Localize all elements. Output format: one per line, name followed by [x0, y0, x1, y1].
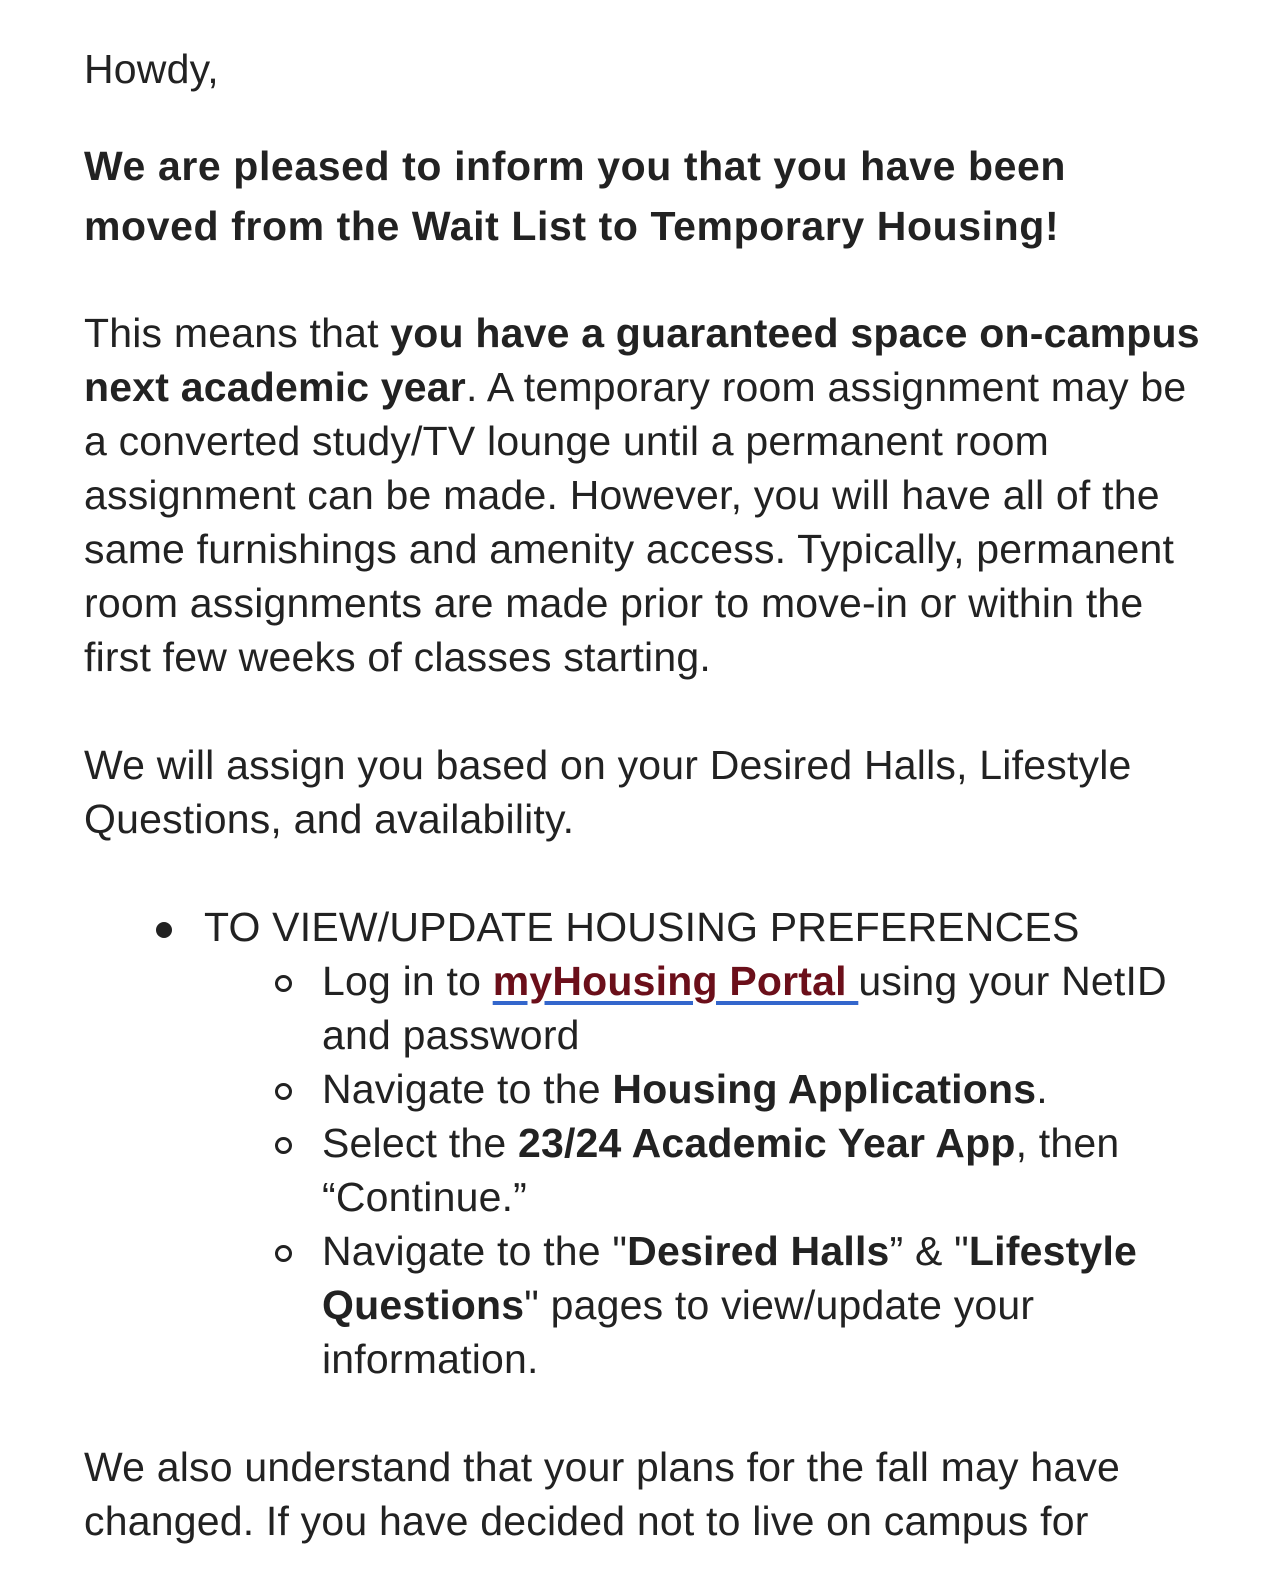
step-navigate-pages-text: Navigate to the " — [322, 1228, 628, 1274]
desired-halls-label: Desired Halls — [627, 1228, 890, 1274]
step-navigate-pages-after: " pages to view/update your information. — [322, 1282, 1035, 1382]
step-select-app — [84, 1116, 1204, 1224]
steps-list — [204, 954, 1204, 1386]
step-navigate-apps — [84, 1062, 1204, 1116]
step-login-text: Log in to — [322, 958, 493, 1004]
step-select-app-text: Select the — [322, 1120, 518, 1166]
bullet-heading-item — [84, 900, 1204, 1386]
housing-applications-label: Housing Applications — [612, 1066, 1037, 1112]
guarantee-paragraph — [84, 306, 1204, 684]
academic-year-app-label: 23/24 Academic Year App — [517, 1120, 1016, 1166]
email-body — [84, 0, 1204, 1548]
myhousing-portal-link[interactable]: myHousing Portal — [492, 958, 859, 1004]
guarantee-lead: This means that — [84, 310, 391, 356]
guarantee-rest: . A temporary room assignment may be a converted study/TV lounge until a permanent room assignment can be made. However, you will have all of the same furnishings and amenity access. Typically, permanent room assignments are made prior to move-in or within the first few weeks of classes starting. — [84, 364, 1187, 680]
step-login — [84, 954, 1204, 1062]
step-navigate-apps-text: Navigate to the — [322, 1066, 613, 1112]
bullet-heading: TO VIEW/UPDATE HOUSING PREFERENCES — [204, 904, 1080, 950]
lifestyle-questions-label: Lifestyle Questions — [322, 1228, 1138, 1328]
assignment-paragraph: We will assign you based on your Desired Halls, Lifestyle Questions, and availability. — [84, 742, 1132, 842]
instructions-list — [84, 900, 1204, 1386]
step-navigate-pages — [84, 1224, 1204, 1386]
headline: We are pleased to inform you that you have been moved from the Wait List to Temporary Housing! — [84, 143, 1067, 249]
step-navigate-pages-mid: ” & " — [889, 1228, 969, 1274]
step-login-text-after: using your NetID and password — [322, 958, 1167, 1058]
guarantee-bold: you have a guaranteed space on-campus next academic year — [84, 310, 1200, 410]
fall-plans-paragraph: We also understand that your plans for the fall may have changed. If you have decided not to live on campus for — [84, 1444, 1121, 1544]
greeting: Howdy, — [84, 46, 219, 92]
step-navigate-apps-after: . — [1036, 1066, 1048, 1112]
step-select-app-after: , then “Continue.” — [322, 1120, 1120, 1220]
